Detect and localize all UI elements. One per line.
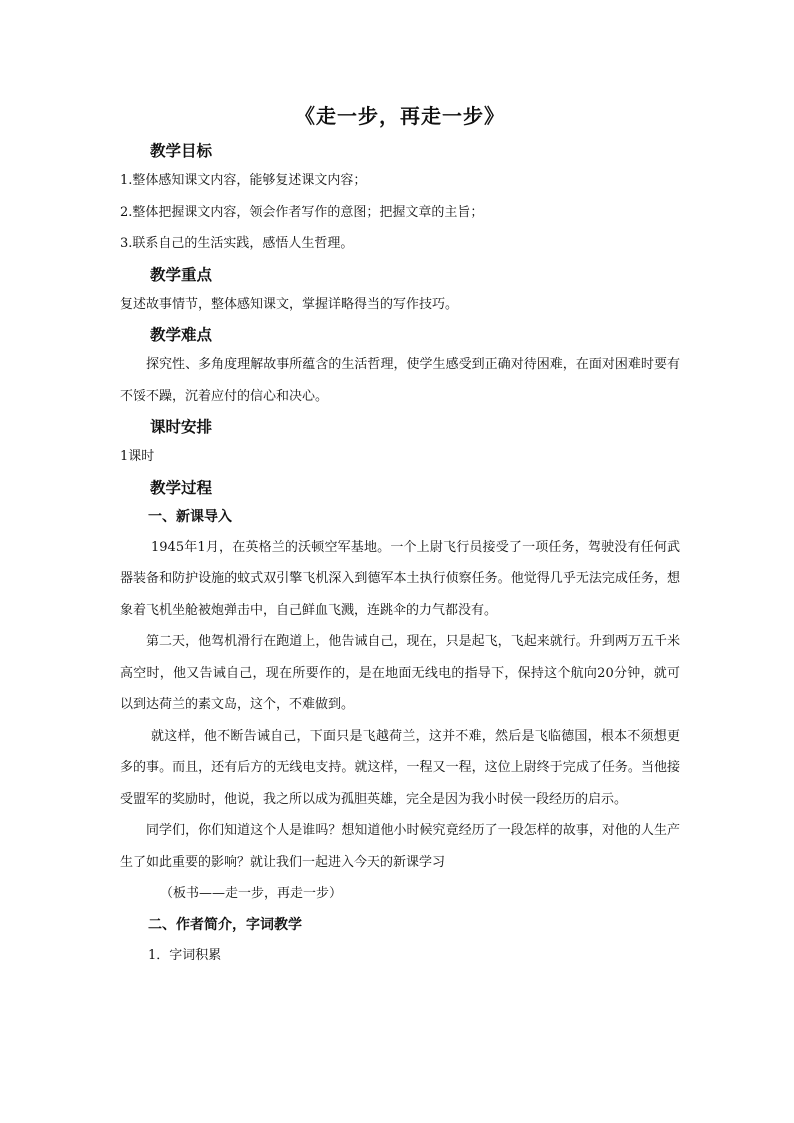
document-title: 《走一步，再走一步》 bbox=[295, 104, 505, 128]
part2-item-1: 1．字词积累 bbox=[148, 947, 222, 963]
heading-part2-author: 二、作者简介，字词教学 bbox=[148, 916, 302, 933]
intro-paragraph-3: 就这样，他不断告诫自己，下面只是飞越荷兰，这并不难，然后是飞临德国，根本不须想更多的事。而且，还有后方的无线电支持。就这样，一程又一程，这位上尉终于完成了任务。当他接受盟军的奖励时，他说，我之所以成为孤胆英雄，完全是因为我小时侯一段经历的启示。 bbox=[120, 728, 680, 807]
key-points-text: 复述故事情节，整体感知课文，掌握详略得当的写作技巧。 bbox=[120, 296, 459, 312]
heading-teaching-goals: 教学目标 bbox=[150, 141, 213, 160]
schedule-text: 1课时 bbox=[120, 449, 155, 464]
intro-paragraph-4: 同学们，你们知道这个人是谁吗？想知道他小时候究竟经历了一段怎样的故事，对他的人生产生了如此重要的影响？就让我们一起进入今天的新课学习 bbox=[120, 823, 680, 870]
heading-teaching-process: 教学过程 bbox=[150, 477, 213, 497]
goal-item-3: 3.联系自己的生活实践，感悟人生哲理。 bbox=[120, 236, 354, 251]
intro-paragraph-1: 1945年1月，在英格兰的沃顿空军基地。一个上尉飞行员接受了一项任务，驾驶没有任何武器装备和防护设施的蚊式双引擎飞机深入到德军本土执行侦察任务。他觉得几乎无法完成任务，想象着飞机坐舱被炮弹击中，自己鲜血飞溅，连跳伞的力气都没有。 bbox=[120, 539, 680, 618]
heading-key-points: 教学重点 bbox=[150, 264, 213, 284]
intro-paragraph-2: 第二天，他驾机滑行在跑道上，他告诫自己，现在，只是起飞，飞起来就行。升到两万五千米高空时，他又告诫自己，现在所要作的，是在地面无线电的指导下，保持这个航向20分钟，就可以到达荷兰的素文岛，这个，不难做到。 bbox=[120, 634, 680, 712]
goal-item-2: 2.整体把握课文内容，领会作者写作的意图；把握文章的主旨； bbox=[120, 204, 484, 220]
difficulties-text: 探究性、多角度理解故事所蕴含的生活哲理，使学生感受到正确对待困难，在面对困难时要有不馁不躁，沉着应付的信心和决心。 bbox=[120, 357, 680, 404]
heading-schedule: 课时安排 bbox=[150, 417, 213, 436]
heading-part1-intro: 一、新课导入 bbox=[148, 508, 232, 525]
document-content bbox=[120, 96, 680, 971]
goal-item-1: 1.整体感知课文内容，能够复述课文内容； bbox=[120, 173, 367, 188]
heading-difficulties: 教学难点 bbox=[150, 325, 213, 344]
blackboard-note: （板书——走一步，再走一步） bbox=[160, 886, 343, 901]
